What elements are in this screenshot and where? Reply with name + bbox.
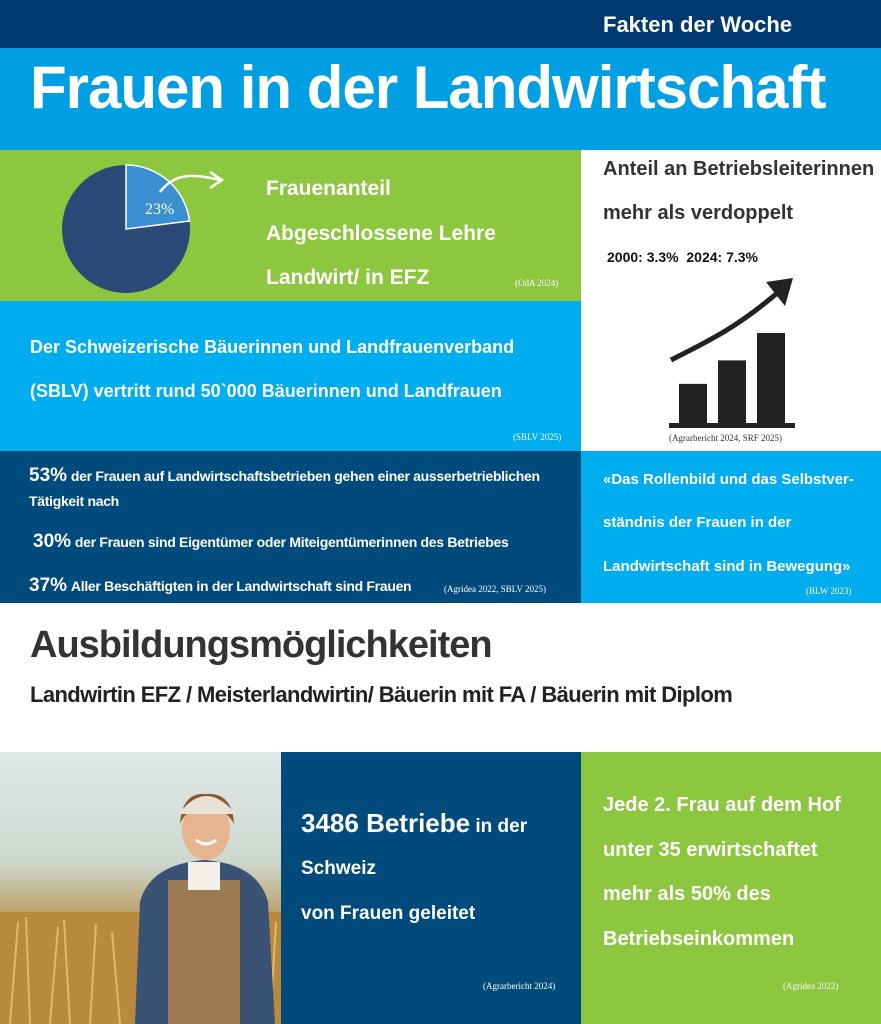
pie-source: (OdA 2024) — [515, 278, 559, 288]
stat-3 — [29, 575, 411, 597]
pie-chart — [0, 150, 250, 301]
leaders-source: (Agrarbericht 2024, SRF 2025) — [669, 433, 782, 443]
stat-3-text: Aller Beschäftigten in der Landwirtschaft sind Frauen — [70, 578, 412, 594]
pie-line-2: Abgeschlossene Lehre — [266, 222, 496, 245]
pie-panel — [0, 150, 581, 301]
income-line-1: Jede 2. Frau auf dem Hof — [603, 794, 841, 816]
betriebe-line-1-rest: in der — [470, 816, 528, 837]
chart-baseline — [669, 423, 795, 428]
quote-line-2: ständnis der Frauen in der — [603, 514, 792, 531]
stat-1-text: der Frauen auf Landwirtschaftsbetrieben gehen einer ausserbetrieblichen — [70, 468, 540, 484]
betriebe-number: 3486 Betriebe — [301, 808, 471, 838]
leaders-line-2: mehr als verdoppelt — [603, 202, 794, 224]
sblv-line-1: Der Schweizerische Bäuerinnen und Landfrauenverband — [30, 337, 515, 357]
betriebe-line-3: von Frauen geleitet — [301, 903, 476, 924]
income-source: (Agridea 2022) — [783, 981, 839, 991]
stat-2-text: der Frauen sind Eigentümer oder Miteigentümerinnen des Betriebes — [74, 534, 509, 550]
quote-source: (BLW 2023) — [806, 586, 852, 596]
income-line-4: Betriebseinkommen — [603, 928, 795, 950]
leaders-values: 2000: 3.3% 2024: 7.3% — [607, 249, 758, 265]
pie-slice-label: 23% — [145, 201, 175, 218]
chart-bar — [718, 360, 746, 423]
stat-3-value: 37% — [29, 575, 68, 596]
stat-2 — [33, 531, 508, 553]
chart-bar — [679, 384, 707, 423]
betriebe-source: (Agrarbericht 2024) — [483, 981, 556, 991]
sblv-source: (SBLV 2025) — [513, 432, 562, 442]
leaders-panel — [581, 150, 881, 451]
page-title: Frauen in der Landwirtschaft — [30, 54, 826, 121]
stat-1 — [29, 465, 574, 487]
chart-bar — [757, 333, 785, 423]
stat-1-text-2: Tätigkeit nach — [29, 493, 119, 509]
quote-line-1: «Das Rollenbild und das Selbstver- — [603, 471, 854, 488]
betriebe-line-2: Schweiz — [301, 858, 376, 879]
education-title: Ausbildungsmöglichkeiten — [30, 624, 492, 666]
quote-line-3: Landwirtschaft sind in Bewegung» — [603, 558, 851, 575]
pie-line-1: Frauenanteil — [266, 177, 391, 200]
quote-panel — [581, 451, 881, 603]
stat-2-value: 30% — [33, 531, 72, 552]
farmer-illustration — [0, 752, 281, 1024]
sblv-line-2: (SBLV) vertritt rund 50`000 Bäuerinnen und Landfrauen — [30, 381, 502, 401]
betriebe-panel — [281, 752, 581, 1024]
sblv-panel — [0, 301, 581, 451]
leaders-line-1: Anteil an Betriebsleiterinnen — [603, 158, 875, 180]
income-panel — [581, 752, 881, 1024]
header-kicker: Fakten der Woche — [603, 12, 793, 37]
stats-source: (Agridea 2022, SBLV 2025) — [444, 584, 546, 594]
education-subtitle: Landwirtin EFZ / Meisterlandwirtin/ Bäuerin mit FA / Bäuerin mit Diplom — [30, 682, 733, 707]
stat-1-value: 53% — [29, 465, 68, 486]
farmer-photo — [0, 752, 281, 1024]
pie-slice-small — [126, 165, 189, 229]
betriebe-line-1 — [301, 808, 527, 839]
income-line-3: mehr als 50% des — [603, 883, 771, 905]
income-line-2: unter 35 erwirtschaftet — [603, 839, 818, 861]
stats-panel — [0, 451, 581, 603]
pie-line-3: Landwirt/ in EFZ — [266, 266, 430, 289]
growth-bar-chart — [661, 270, 821, 440]
